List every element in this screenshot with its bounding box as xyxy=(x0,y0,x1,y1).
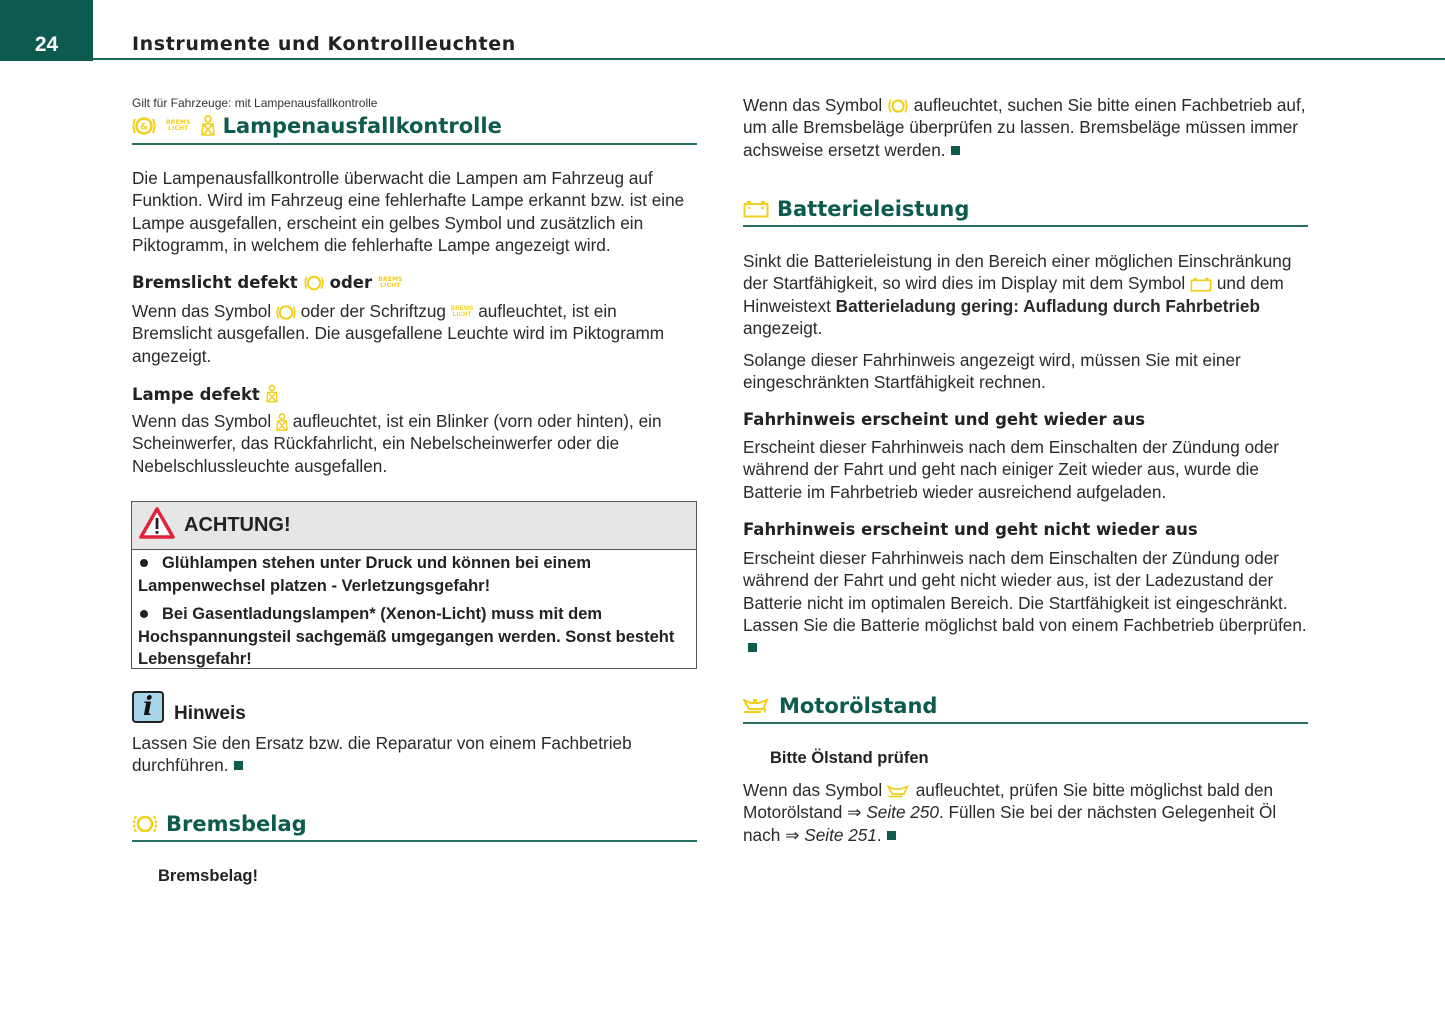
chapter-title: Instrumente und Kontrollleuchten xyxy=(132,33,516,55)
header-rule xyxy=(93,58,1445,60)
subheading-geht-wieder-aus: Fahrhinweis erscheint und geht wieder aus xyxy=(743,410,1146,429)
section-rule xyxy=(743,225,1308,227)
warning-item xyxy=(138,603,690,671)
section-title-lampenausfallkontrolle xyxy=(132,114,502,138)
lampe-paragraph xyxy=(132,410,697,477)
text-segment: aufleuchtet, prüfen Sie bitte möglichst bald den Motorölstand xyxy=(743,780,1274,823)
warning-item-text: Bei Gasentladungslampen* (Xenon-Licht) muss mit dem Hochspannungsteil sachgemäß umgegangen werden. Sonst besteht Lebensgefahr! xyxy=(138,605,675,668)
batterie-paragraph-2: Solange dieser Fahrhinweis angezeigt wird, müssen Sie mit einer eingeschränkten Startfähigkeit rechnen. xyxy=(743,350,1241,393)
brake-pad-icon xyxy=(887,98,909,114)
text-segment: oder der Schriftzug xyxy=(300,301,446,321)
display-message: Batterieladung gering: Aufladung durch Fahrbetrieb xyxy=(835,295,1260,316)
oel-paragraph xyxy=(743,779,1311,846)
end-marker-icon xyxy=(748,643,757,652)
brems-licht-text-icon xyxy=(451,306,474,318)
subheading-geht-nicht-wieder-aus: Fahrhinweis erscheint und geht nicht wieder aus xyxy=(743,520,1198,539)
bremslicht-paragraph xyxy=(132,300,697,367)
brems-licht-text-icon xyxy=(378,277,403,289)
section-rule xyxy=(743,722,1308,724)
arrow-icon: ⇒ xyxy=(847,802,862,823)
section-title-bremsbelag xyxy=(132,812,307,836)
intro-paragraph: Die Lampenausfallkontrolle überwacht die Lampen am Fahrzeug auf Funktion. Wird im Fahrzeug eine fehlerhafte Lampe erkannt bzw. ist eine Lampe ausgefallen, erscheint ein gelbes Symbol und zusätzlich ein Piktogramm, in welchem die fehlerhafte Lampe angezeigt wird. xyxy=(132,168,685,255)
display-text-oelstand: Bitte Ölstand prüfen xyxy=(770,749,929,767)
text-segment: aufleuchtet, suchen Sie bitte einen Fachbetrieb auf, um alle Bremsbeläge überprüfen zu lassen. Bremsbeläge müssen immer achsweise ersetzt werden. xyxy=(743,95,1306,160)
brems-label: BREMS xyxy=(166,119,191,126)
section-title-text: Lampenausfallkontrolle xyxy=(222,114,502,138)
subheading-text: Bremslicht defekt xyxy=(132,273,298,292)
warning-triangle-icon xyxy=(138,506,176,545)
lamp-icon xyxy=(276,413,288,432)
text-segment: Sinkt die Batterieleistung in den Bereich einer möglichen Einschränkung der Startfähigkeit, so wird dies im Display mit dem Symbol xyxy=(743,251,1292,294)
warning-item xyxy=(138,552,690,597)
brake-light-icon xyxy=(304,274,324,292)
subheading-bremslicht-defekt xyxy=(132,273,403,292)
text-segment: und dem Hinweistext xyxy=(743,273,1284,316)
battery-icon xyxy=(743,200,769,218)
brake-pad-icon xyxy=(132,814,158,834)
note-paragraph xyxy=(132,732,697,777)
warning-header xyxy=(132,502,696,550)
section-rule xyxy=(132,840,697,842)
section-title-motoroelstand xyxy=(743,694,937,718)
text-segment: . xyxy=(876,824,882,845)
text-segment: . Füllen Sie bei der nächsten Gelegenheit Öl nach xyxy=(743,802,1277,845)
page-reference-link[interactable]: Seite 251 xyxy=(804,824,877,845)
page-number: 24 xyxy=(34,33,59,56)
display-text-bremsbelag: Bremsbelag! xyxy=(158,867,258,885)
bullet-icon xyxy=(140,559,148,567)
section-title-text: Batterieleistung xyxy=(777,197,970,221)
text-segment: Erscheint dieser Fahrhinweis nach dem Einschalten der Zündung oder während der Fahrt und geht nicht wieder aus, ist der Ladezustand der Batterie nicht im optimalen Bereich. Die Startfähigkeit ist eingeschränkt. Lassen Sie die Batterie möglichst bald von einem Fachbetrieb überprüfen. xyxy=(743,548,1307,635)
arrow-icon: ⇒ xyxy=(785,824,800,845)
battery-icon xyxy=(1190,277,1212,292)
subheading-lampe-defekt xyxy=(132,384,278,404)
licht-label: LICHT xyxy=(452,312,472,319)
applies-to-note: Gilt für Fahrzeuge: mit Lampenausfallkontrolle xyxy=(132,96,378,110)
note-title: Hinweis xyxy=(174,703,246,724)
geht-nicht-wieder-aus-paragraph xyxy=(743,547,1308,658)
info-icon: i xyxy=(132,691,164,723)
lamp-icon xyxy=(201,115,215,137)
end-marker-icon xyxy=(951,146,960,155)
text-segment: aufleuchtet, ist ein Bremslicht ausgefallen. Die ausgefallene Leuchte wird im Piktogramm angezeigt. xyxy=(132,301,665,366)
page-number-block xyxy=(0,0,93,61)
brems-licht-text-icon xyxy=(166,120,191,132)
batterie-paragraph-1 xyxy=(743,250,1311,339)
text-segment: Wenn das Symbol xyxy=(132,411,272,431)
page-reference-link[interactable]: Seite 250 xyxy=(866,802,939,823)
note-text: Lassen Sie den Ersatz bzw. die Reparatur von einem Fachbetrieb durchführen. xyxy=(132,733,632,776)
brems-label: BREMS xyxy=(378,275,403,283)
licht-label: LICHT xyxy=(168,125,189,132)
section-rule xyxy=(132,143,697,145)
text-segment: angezeigt. xyxy=(743,317,823,338)
section-title-text: Motorölstand xyxy=(779,694,938,718)
bullet-icon xyxy=(140,610,148,618)
geht-wieder-aus-paragraph: Erscheint dieser Fahrhinweis nach dem Einschalten der Zündung oder während der Fahrt und geht nach einiger Zeit wieder aus, wurde die Batterie im Fahrbetrieb wieder ausreichend aufgeladen. xyxy=(743,437,1279,502)
note-header xyxy=(132,691,246,723)
brems-label: BREMS xyxy=(450,306,474,313)
text-segment: aufleuchtet, ist ein Blinker (vorn oder hinten), ein Scheinwerfer, das Rückfahrlicht, ein Nebelscheinwerfer oder die Nebelschlussleuchte ausgefallen. xyxy=(132,411,662,476)
brake-light-icon xyxy=(132,116,156,136)
end-marker-icon xyxy=(234,761,243,770)
subheading-text: Lampe defekt xyxy=(132,384,260,404)
section-title-batterieleistung xyxy=(743,197,969,221)
subheading-text-oder: oder xyxy=(329,273,373,292)
brake-light-icon xyxy=(276,304,296,321)
oil-can-icon xyxy=(743,697,771,715)
warning-item-text: Glühlampen stehen unter Druck und können bei einem Lampenwechsel platzen - Verletzungsgefahr! xyxy=(138,554,592,595)
warning-title: ACHTUNG! xyxy=(184,514,291,536)
licht-label: LICHT xyxy=(380,281,401,289)
lamp-icon xyxy=(266,384,278,404)
text-segment: Wenn das Symbol xyxy=(132,301,272,321)
warning-box xyxy=(131,501,697,669)
text-segment: Wenn das Symbol xyxy=(743,95,883,115)
oil-can-icon xyxy=(887,784,911,799)
bremsbelag-paragraph xyxy=(743,94,1308,161)
text-segment: Wenn das Symbol xyxy=(743,780,883,800)
svg-text:&: & xyxy=(140,122,148,133)
section-title-text: Bremsbelag xyxy=(166,812,307,836)
end-marker-icon xyxy=(887,831,896,840)
